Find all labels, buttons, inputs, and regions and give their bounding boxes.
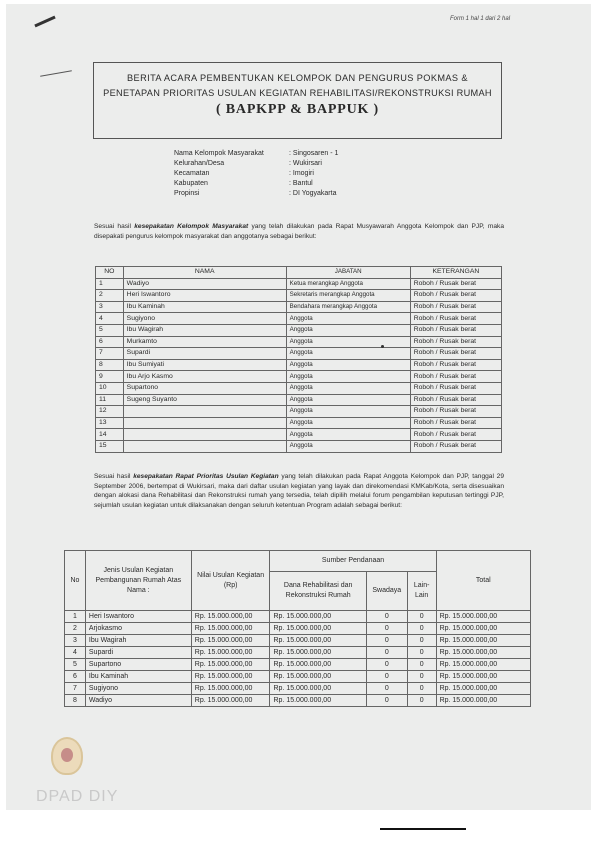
cell-dana: Rp. 15.000.000,00 <box>270 623 366 635</box>
cell-nama: Ibu Arjo Kasmo <box>123 371 286 383</box>
cell-nilai: Rp. 15.000.000,00 <box>191 623 270 635</box>
cell-no: 2 <box>96 290 124 302</box>
table-row <box>96 324 502 336</box>
cell-nama <box>123 440 286 452</box>
title-line-1: BERITA ACARA PEMBENTUKAN KELOMPOK DAN PENGURUS POKMAS & <box>127 73 468 83</box>
table-row <box>96 301 502 313</box>
cell-nama: Ibu Wagirah <box>123 324 286 336</box>
table-row <box>96 348 502 360</box>
cell-no: 3 <box>96 301 124 313</box>
table-row <box>96 406 502 418</box>
cell-no: 1 <box>65 611 86 623</box>
members-table-header <box>96 267 502 279</box>
cell-jabatan: Sekretaris merangkap Anggota <box>286 290 410 302</box>
cell-nama <box>123 429 286 441</box>
table-row <box>65 659 531 671</box>
cell-no: 15 <box>96 440 124 452</box>
cell-lain: 0 <box>407 611 436 623</box>
cell-keterangan: Roboh / Rusak berat <box>410 290 501 302</box>
info-row <box>174 189 338 199</box>
cell-nilai: Rp. 15.000.000,00 <box>191 671 270 683</box>
info-row <box>174 169 338 179</box>
col-dana-rehabilitasi: Dana Rehabilitasi dan Rekonstruksi Rumah <box>270 572 366 611</box>
cell-dana: Rp. 15.000.000,00 <box>270 683 366 695</box>
info-row <box>174 179 338 189</box>
cell-keterangan: Roboh / Rusak berat <box>410 348 501 360</box>
cell-nama: Supardi <box>85 647 191 659</box>
cell-total: Rp. 15.000.000,00 <box>436 623 530 635</box>
cell-swadaya: 0 <box>366 671 407 683</box>
cell-jabatan: Anggota <box>286 394 410 406</box>
cell-total: Rp. 15.000.000,00 <box>436 695 530 707</box>
col-no: NO <box>96 267 124 279</box>
cell-nama: Wadiyo <box>85 695 191 707</box>
cell-lain: 0 <box>407 659 436 671</box>
cell-jabatan: Bendahara merangkap Anggota <box>286 301 410 313</box>
cell-nilai: Rp. 15.000.000,00 <box>191 683 270 695</box>
cell-nilai: Rp. 15.000.000,00 <box>191 659 270 671</box>
cell-swadaya: 0 <box>366 611 407 623</box>
cell-nilai: Rp. 15.000.000,00 <box>191 695 270 707</box>
col-lain-lain: Lain-Lain <box>407 572 436 611</box>
table-row <box>96 417 502 429</box>
paragraph-1: Sesuai hasil kesepakatan Kelompok Masyarakat yang telah dilakukan pada Rapat Musyawarah Anggota Kelompok dan PJP, maka disepakati pengurus kelompok masyarakat dan anggotanya sebagai berikut: <box>94 223 504 240</box>
cell-jabatan: Anggota <box>286 359 410 371</box>
archive-watermark: DPAD DIY <box>36 788 119 805</box>
cell-jabatan: Anggota <box>286 324 410 336</box>
info-label: Kabupaten <box>174 180 208 187</box>
cell-dana: Rp. 15.000.000,00 <box>270 647 366 659</box>
cell-no: 2 <box>65 623 86 635</box>
cell-nama: Heri Iswantoro <box>85 611 191 623</box>
cell-no: 6 <box>65 671 86 683</box>
paragraph-2: Sesuai hasil kesepakatan Rapat Prioritas Usulan Kegiatan yang telah dilakukan pada Rapat Anggota Kelompok dan PJP, tanggal 29 September 2006, bertempat di Wukirsari, maka dari daftar usulan kegiatan yang layak dan direkomendasi KMKab/Kota, serta disesuaikan dengan alokasi dana Rehabilitasi dan Rekonstruksi rumah yang tersedia, telah dipilih melalui forum pengambilan keputusan tertinggi PJP, sejumlah usulan kegiatan untuk dilaksanakan dengan seluruh ketentuan Program adalah sebagai berikut: <box>94 473 505 509</box>
cell-jabatan: Anggota <box>286 348 410 360</box>
cell-swadaya: 0 <box>366 683 407 695</box>
cell-nama: Ibu Wagirah <box>85 635 191 647</box>
cell-jabatan: Anggota <box>286 440 410 452</box>
cell-keterangan: Roboh / Rusak berat <box>410 394 501 406</box>
cell-total: Rp. 15.000.000,00 <box>436 647 530 659</box>
cell-keterangan: Roboh / Rusak berat <box>410 278 501 290</box>
members-table <box>95 266 502 453</box>
cell-jabatan: Ketua merangkap Anggota <box>286 278 410 290</box>
table-row <box>96 440 502 452</box>
cell-no: 7 <box>96 348 124 360</box>
col-jenis: Jenis Usulan Kegiatan Pembangunan Rumah Atas Nama : <box>85 551 191 611</box>
cell-jabatan: Anggota <box>286 382 410 394</box>
group-info <box>174 149 338 199</box>
cell-keterangan: Roboh / Rusak berat <box>410 440 501 452</box>
info-value: : Imogiri <box>289 170 314 177</box>
table-row <box>65 683 531 695</box>
cell-swadaya: 0 <box>366 647 407 659</box>
title-abbreviation: ( BAPKPP & BAPPUK ) <box>216 102 379 117</box>
cell-keterangan: Roboh / Rusak berat <box>410 417 501 429</box>
table-row <box>96 290 502 302</box>
cell-nama: Heri Iswantoro <box>123 290 286 302</box>
cell-lain: 0 <box>407 623 436 635</box>
cell-nama: Sugeng Suyanto <box>123 394 286 406</box>
cell-no: 11 <box>96 394 124 406</box>
cell-total: Rp. 15.000.000,00 <box>436 671 530 683</box>
cell-no: 9 <box>96 371 124 383</box>
table-row <box>96 382 502 394</box>
info-label: Propinsi <box>174 190 200 197</box>
col-nama: NAMA <box>123 267 286 279</box>
cell-jabatan: Anggota <box>286 336 410 348</box>
proposals-table <box>64 550 531 707</box>
cell-nama: Sugiyono <box>123 313 286 325</box>
cell-lain: 0 <box>407 635 436 647</box>
cell-total: Rp. 15.000.000,00 <box>436 635 530 647</box>
info-label: Kecamatan <box>174 170 210 177</box>
cell-nama: Ibu Kaminah <box>123 301 286 313</box>
cell-dana: Rp. 15.000.000,00 <box>270 671 366 683</box>
col-jabatan: JABATAN <box>286 267 410 279</box>
info-value: : Singosaren - 1 <box>289 150 339 157</box>
col-sumber-pendanaan: Sumber Pendanaan <box>270 551 436 572</box>
form-reference: Form 1 hal 1 dari 2 hal <box>450 16 511 22</box>
cell-total: Rp. 15.000.000,00 <box>436 659 530 671</box>
cell-lain: 0 <box>407 671 436 683</box>
ink-spot <box>381 345 384 348</box>
col-nilai: Nilai Usulan Kegiatan (Rp) <box>191 551 270 611</box>
cell-jabatan: Anggota <box>286 417 410 429</box>
cell-no: 8 <box>96 359 124 371</box>
col-keterangan: KETERANGAN <box>410 267 501 279</box>
cell-total: Rp. 15.000.000,00 <box>436 683 530 695</box>
cell-swadaya: 0 <box>366 695 407 707</box>
table-row <box>65 647 531 659</box>
title-box <box>93 62 502 139</box>
cell-nama: Supartono <box>123 382 286 394</box>
cell-nama: Sugiyono <box>85 683 191 695</box>
cell-dana: Rp. 15.000.000,00 <box>270 659 366 671</box>
cell-dana: Rp. 15.000.000,00 <box>270 611 366 623</box>
cell-lain: 0 <box>407 647 436 659</box>
cell-nama: Ibu Sumiyati <box>123 359 286 371</box>
cell-nilai: Rp. 15.000.000,00 <box>191 647 270 659</box>
archive-seal-icon <box>51 737 83 775</box>
cell-swadaya: 0 <box>366 635 407 647</box>
cell-jabatan: Anggota <box>286 313 410 325</box>
cell-total: Rp. 15.000.000,00 <box>436 611 530 623</box>
cell-dana: Rp. 15.000.000,00 <box>270 695 366 707</box>
cell-nama: Arjokasmo <box>85 623 191 635</box>
cell-keterangan: Roboh / Rusak berat <box>410 324 501 336</box>
info-label: Nama Kelompok Masyarakat <box>174 150 264 157</box>
table-row <box>65 671 531 683</box>
table-row <box>96 429 502 441</box>
cell-keterangan: Roboh / Rusak berat <box>410 313 501 325</box>
cell-no: 13 <box>96 417 124 429</box>
info-value: : Wukirsari <box>289 160 322 167</box>
cell-nama <box>123 406 286 418</box>
cell-nama: Murkamto <box>123 336 286 348</box>
cell-lain: 0 <box>407 683 436 695</box>
cell-no: 7 <box>65 683 86 695</box>
cell-keterangan: Roboh / Rusak berat <box>410 406 501 418</box>
cell-swadaya: 0 <box>366 659 407 671</box>
cell-nama <box>123 417 286 429</box>
info-value: : DI Yogyakarta <box>289 190 337 197</box>
cell-nama: Ibu Kaminah <box>85 671 191 683</box>
info-value: : Bantul <box>289 180 313 187</box>
col-no: No <box>65 551 86 611</box>
cell-lain: 0 <box>407 695 436 707</box>
cell-jabatan: Anggota <box>286 406 410 418</box>
cell-keterangan: Roboh / Rusak berat <box>410 359 501 371</box>
info-label: Kelurahan/Desa <box>174 160 225 167</box>
table-row <box>96 278 502 290</box>
cell-no: 4 <box>96 313 124 325</box>
cell-no: 10 <box>96 382 124 394</box>
proposals-header-row-1 <box>65 551 531 572</box>
cell-nilai: Rp. 15.000.000,00 <box>191 635 270 647</box>
cell-jabatan: Anggota <box>286 371 410 383</box>
cell-no: 5 <box>65 659 86 671</box>
table-row <box>65 635 531 647</box>
table-row <box>65 695 531 707</box>
table-row <box>65 623 531 635</box>
cell-jabatan: Anggota <box>286 429 410 441</box>
footer-rule <box>380 828 466 830</box>
cell-no: 8 <box>65 695 86 707</box>
table-row <box>96 371 502 383</box>
title-line-2: PENETAPAN PRIORITAS USULAN KEGIATAN REHABILITASI/REKONSTRUKSI RUMAH <box>103 88 492 98</box>
cell-no: 6 <box>96 336 124 348</box>
info-row <box>174 159 338 169</box>
table-row <box>96 394 502 406</box>
cell-keterangan: Roboh / Rusak berat <box>410 301 501 313</box>
cell-nilai: Rp. 15.000.000,00 <box>191 611 270 623</box>
cell-nama: Supartono <box>85 659 191 671</box>
cell-no: 3 <box>65 635 86 647</box>
cell-nama: Supardi <box>123 348 286 360</box>
cell-keterangan: Roboh / Rusak berat <box>410 336 501 348</box>
table-row <box>65 611 531 623</box>
col-total: Total <box>436 551 530 611</box>
cell-no: 1 <box>96 278 124 290</box>
cell-no: 14 <box>96 429 124 441</box>
cell-no: 12 <box>96 406 124 418</box>
cell-swadaya: 0 <box>366 623 407 635</box>
table-row <box>96 313 502 325</box>
cell-nama: Wadiyo <box>123 278 286 290</box>
cell-keterangan: Roboh / Rusak berat <box>410 371 501 383</box>
cell-keterangan: Roboh / Rusak berat <box>410 429 501 441</box>
table-row <box>96 359 502 371</box>
cell-dana: Rp. 15.000.000,00 <box>270 635 366 647</box>
info-row <box>174 149 338 159</box>
table-row <box>96 336 502 348</box>
cell-no: 4 <box>65 647 86 659</box>
cell-keterangan: Roboh / Rusak berat <box>410 382 501 394</box>
col-swadaya: Swadaya <box>366 572 407 611</box>
cell-no: 5 <box>96 324 124 336</box>
